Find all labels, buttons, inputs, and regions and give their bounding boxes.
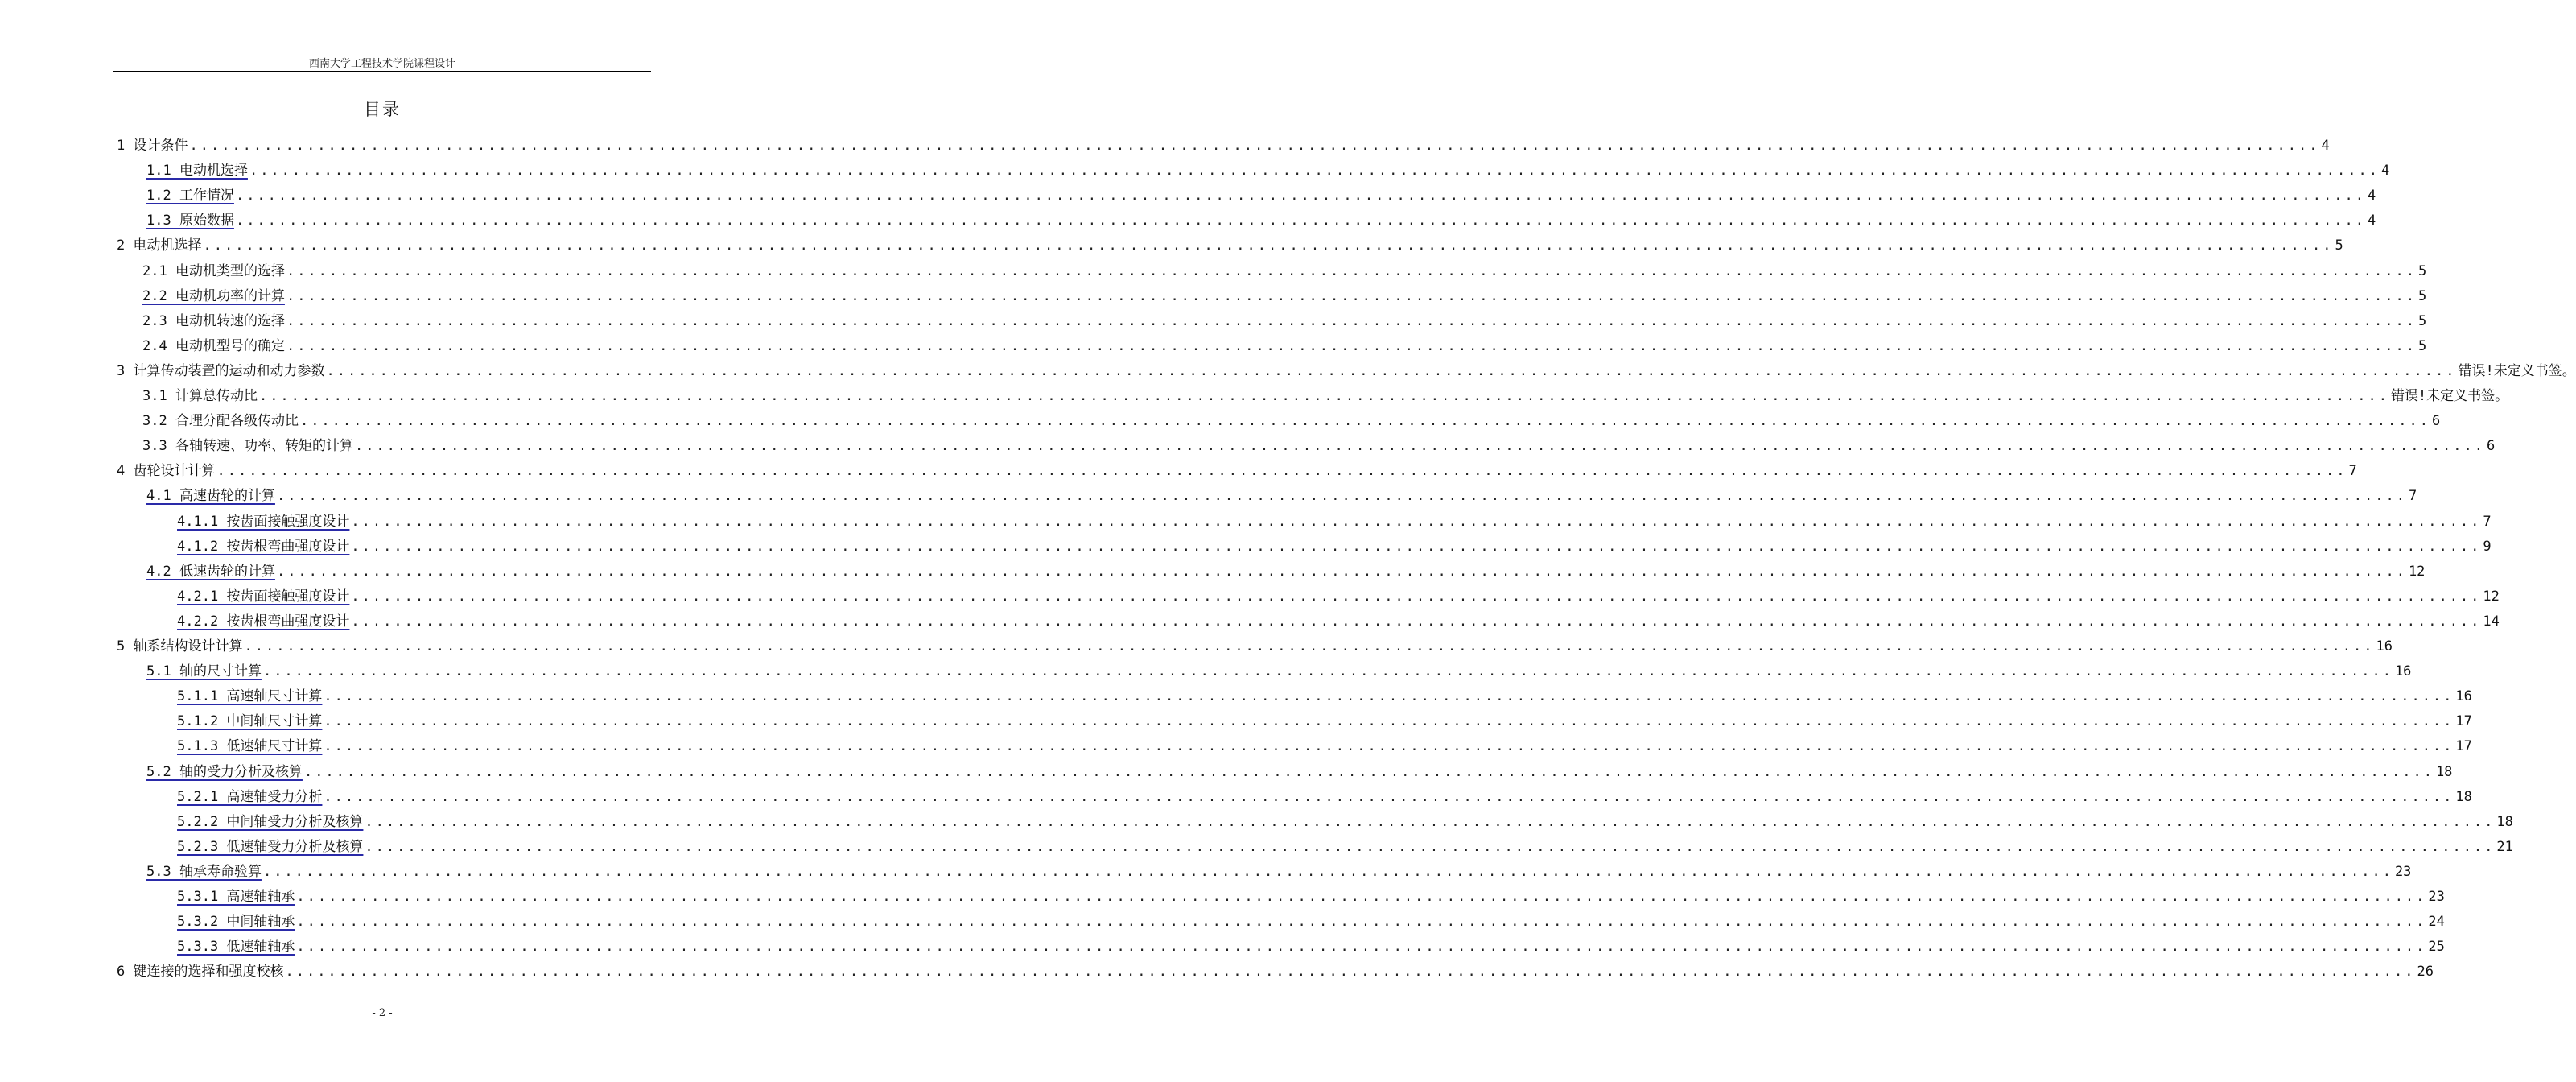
dot-leader: ........................................................................................................................................................................................................ [351, 513, 2482, 530]
toc-entry[interactable] [146, 760, 2453, 781]
toc-entry-title: 2.1 电动机类型的选择 [142, 262, 285, 279]
dot-leader: ........................................................................................................................................................................................................ [203, 237, 2334, 254]
toc-entry[interactable] [142, 309, 2427, 330]
toc-entry-page: 7 [2408, 488, 2417, 505]
toc-entry-page: 12 [2408, 563, 2426, 580]
dot-leader: ........................................................................................................................................................................................................ [296, 914, 2427, 931]
toc-entry[interactable] [142, 284, 2427, 305]
toc-entry-title: 5.1.3 低速轴尺寸计算 [177, 738, 323, 755]
toc-entry[interactable] [177, 810, 2513, 831]
toc-entry-title: 4 齿轮设计计算 [117, 463, 216, 480]
toc-entry[interactable] [177, 684, 2472, 705]
dot-leader: ........................................................................................................................................................................................................ [262, 863, 2393, 880]
toc-entry[interactable] [146, 209, 2376, 229]
toc-entry-page: 5 [2417, 287, 2427, 304]
dot-leader: ........................................................................................................................................................................................................ [249, 163, 2380, 180]
toc-entry-title: 4.1 高速齿轮的计算 [146, 488, 275, 505]
toc-entry-title: 2.4 电动机型号的确定 [142, 337, 285, 354]
header-rule [113, 71, 651, 72]
toc-entry[interactable] [142, 434, 2496, 455]
toc-entry[interactable] [177, 535, 2492, 555]
toc-entry[interactable] [142, 259, 2427, 280]
dot-leader: ........................................................................................................................................................................................................ [296, 939, 2427, 956]
toc-entry-page: 4 [2367, 213, 2376, 229]
toc-entry-title: 3 计算传动装置的运动和动力参数 [117, 362, 325, 379]
toc-entry[interactable] [177, 835, 2513, 856]
toc-entry-title: 5.2.2 中间轴受力分析及核算 [177, 813, 364, 830]
dot-leader: ........................................................................................................................................................................................................ [235, 188, 2366, 204]
toc-entry[interactable] [142, 334, 2427, 355]
toc-entry-title: 2.3 电动机转速的选择 [142, 312, 285, 329]
dot-leader: ........................................................................................................................................................................................................ [258, 388, 2389, 404]
toc-entry[interactable] [177, 885, 2445, 906]
toc-entry[interactable] [146, 860, 2412, 881]
toc-entry-title: 4.1.1 按齿面接触强度设计 [177, 513, 350, 530]
dot-leader: ........................................................................................................................................................................................................ [262, 663, 2393, 680]
toc-entry-page: 18 [2455, 788, 2472, 805]
dot-leader: ........................................................................................................................................................................................................ [324, 738, 2454, 755]
toc-entry-page: 5 [2335, 237, 2343, 254]
toc-entry[interactable] [117, 134, 2330, 155]
dot-leader: ........................................................................................................................................................................................................ [244, 638, 2375, 655]
toc-entry-title: 1.2 工作情况 [146, 188, 234, 204]
dot-leader: ........................................................................................................................................................................................................ [324, 788, 2454, 805]
toc-entry[interactable] [177, 609, 2500, 630]
toc-entry-page: 18 [2496, 813, 2513, 830]
dot-leader: ........................................................................................................................................................................................................ [351, 613, 2482, 630]
toc-entry-title: 5 轴系结构设计计算 [117, 638, 243, 655]
toc-entry[interactable] [142, 384, 2509, 405]
toc-entry[interactable] [142, 409, 2441, 430]
toc-entry-page: 16 [2376, 638, 2393, 655]
toc-entry-page: 错误!未定义书签。 [2390, 388, 2509, 404]
dot-leader: ........................................................................................................................................................................................................ [351, 588, 2482, 605]
toc-entry-title: 2 电动机选择 [117, 237, 202, 254]
dot-leader: ........................................................................................................................................................................................................ [189, 138, 2320, 154]
dot-leader: ........................................................................................................................................................................................................ [296, 889, 2427, 905]
toc-entry-page: 26 [2417, 964, 2434, 981]
page-number: - 2 - [372, 1007, 393, 1019]
toc-entry-page: 6 [2431, 413, 2441, 430]
toc-entry-page: 9 [2483, 538, 2492, 555]
toc-entry-page: 17 [2455, 713, 2472, 730]
toc-entry-page: 7 [2483, 513, 2492, 530]
toc-entry[interactable] [177, 584, 2500, 605]
toc-entry-page: 24 [2428, 914, 2445, 931]
toc-entry[interactable] [177, 910, 2445, 931]
toc-entry-page: 5 [2417, 337, 2427, 354]
toc-entry-page: 17 [2455, 738, 2472, 755]
dot-leader: ........................................................................................................................................................................................................ [299, 413, 2430, 430]
toc-entry-title: 4.2.1 按齿面接触强度设计 [177, 588, 350, 605]
toc-entry-page: 16 [2455, 688, 2472, 705]
toc-entry[interactable] [146, 560, 2426, 580]
page-title: 目录 [364, 100, 401, 119]
dot-leader: ........................................................................................................................................................................................................ [351, 538, 2482, 555]
toc-entry[interactable] [117, 359, 2576, 380]
toc-entry-page: 4 [2321, 138, 2330, 154]
toc-entry-page: 12 [2483, 588, 2500, 605]
page-header: 西南大学工程技术学院课程设计 [308, 58, 455, 70]
toc-entry-title: 4.1.2 按齿根弯曲强度设计 [177, 538, 350, 555]
toc-entry-page: 23 [2428, 889, 2445, 905]
toc-entry[interactable] [117, 233, 2343, 254]
dot-leader: ........................................................................................................................................................................................................ [286, 287, 2417, 304]
toc-entry-title: 5.1.1 高速轴尺寸计算 [177, 688, 323, 705]
toc-entry-title: 5.1.2 中间轴尺寸计算 [177, 713, 323, 730]
toc-entry-title: 3.3 各轴转速、功率、转矩的计算 [142, 438, 353, 455]
toc-entry-title: 6 键连接的选择和强度校核 [117, 964, 284, 981]
dot-leader: ........................................................................................................................................................................................................ [365, 813, 2496, 830]
toc-entry-page: 4 [2380, 163, 2390, 180]
toc-entry-page: 4 [2367, 188, 2376, 204]
toc-entry[interactable] [177, 510, 2492, 531]
toc-entry[interactable] [117, 459, 2357, 480]
toc-entry-title: 3.1 计算总传动比 [142, 388, 258, 404]
toc-entry-page: 14 [2483, 613, 2500, 630]
toc-entry[interactable] [117, 634, 2393, 655]
toc-entry-title: 5.2.3 低速轴受力分析及核算 [177, 838, 364, 855]
dot-leader: ........................................................................................................................................................................................................ [324, 688, 2454, 705]
toc-entry-page: 6 [2486, 438, 2496, 455]
toc-entry[interactable] [177, 785, 2472, 806]
toc-entry-page: 23 [2394, 863, 2412, 880]
dot-leader: ........................................................................................................................................................................................................ [326, 362, 2457, 379]
toc-entry[interactable] [146, 159, 2390, 180]
toc-entry-page: 18 [2435, 763, 2453, 780]
toc-entry-page: 5 [2417, 312, 2427, 329]
toc-entry-page: 21 [2496, 838, 2513, 855]
dot-leader: ........................................................................................................................................................................................................ [235, 213, 2366, 229]
toc-entry[interactable] [177, 935, 2445, 956]
toc-entry-title: 5.1 轴的尺寸计算 [146, 663, 262, 680]
toc-entry-title: 5.3.2 中间轴轴承 [177, 914, 295, 931]
toc-entry-title: 5.3 轴承寿命验算 [146, 863, 262, 880]
toc-entry[interactable] [117, 960, 2434, 981]
dot-leader: ........................................................................................................................................................................................................ [324, 713, 2454, 730]
dot-leader: ........................................................................................................................................................................................................ [365, 838, 2496, 855]
toc-entry[interactable] [177, 709, 2472, 730]
toc-entry-page: 5 [2417, 262, 2427, 279]
toc-entry-title: 3.2 合理分配各级传动比 [142, 413, 299, 430]
dot-leader: ........................................................................................................................................................................................................ [303, 763, 2434, 780]
toc-entry-title: 5.2 轴的受力分析及核算 [146, 763, 303, 780]
toc-entry-title: 2.2 电动机功率的计算 [142, 287, 285, 304]
toc-entry-page: 16 [2394, 663, 2412, 680]
dot-leader: ........................................................................................................................................................................................................ [285, 964, 2416, 981]
toc-entry[interactable] [177, 734, 2472, 755]
dot-leader: ........................................................................................................................................................................................................ [354, 438, 2485, 455]
toc-entry-title: 1.3 原始数据 [146, 213, 234, 229]
dot-leader: ........................................................................................................................................................................................................ [216, 463, 2347, 480]
toc-entry-page: 7 [2348, 463, 2357, 480]
toc-entry[interactable] [146, 659, 2412, 680]
toc-entry-title: 5.3.1 高速轴轴承 [177, 889, 295, 905]
dot-leader: ........................................................................................................................................................................................................ [286, 312, 2417, 329]
toc-entry-title: 4.2 低速齿轮的计算 [146, 563, 275, 580]
toc-entry[interactable] [146, 484, 2417, 505]
toc-entry-title: 1 设计条件 [117, 138, 188, 154]
toc-entry[interactable] [146, 184, 2376, 204]
toc-entry-title: 5.2.1 高速轴受力分析 [177, 788, 323, 805]
toc-entry-title: 1.1 电动机选择 [146, 163, 248, 180]
toc-entry-page: 错误!未定义书签。 [2458, 362, 2576, 379]
toc-entry-page: 25 [2428, 939, 2445, 956]
toc-entry-title: 4.2.2 按齿根弯曲强度设计 [177, 613, 350, 630]
dot-leader: ........................................................................................................................................................................................................ [286, 262, 2417, 279]
dot-leader: ........................................................................................................................................................................................................ [276, 488, 2407, 505]
dot-leader: ........................................................................................................................................................................................................ [276, 563, 2407, 580]
dot-leader: ........................................................................................................................................................................................................ [286, 337, 2417, 354]
toc-entry-title: 5.3.3 低速轴轴承 [177, 939, 295, 956]
